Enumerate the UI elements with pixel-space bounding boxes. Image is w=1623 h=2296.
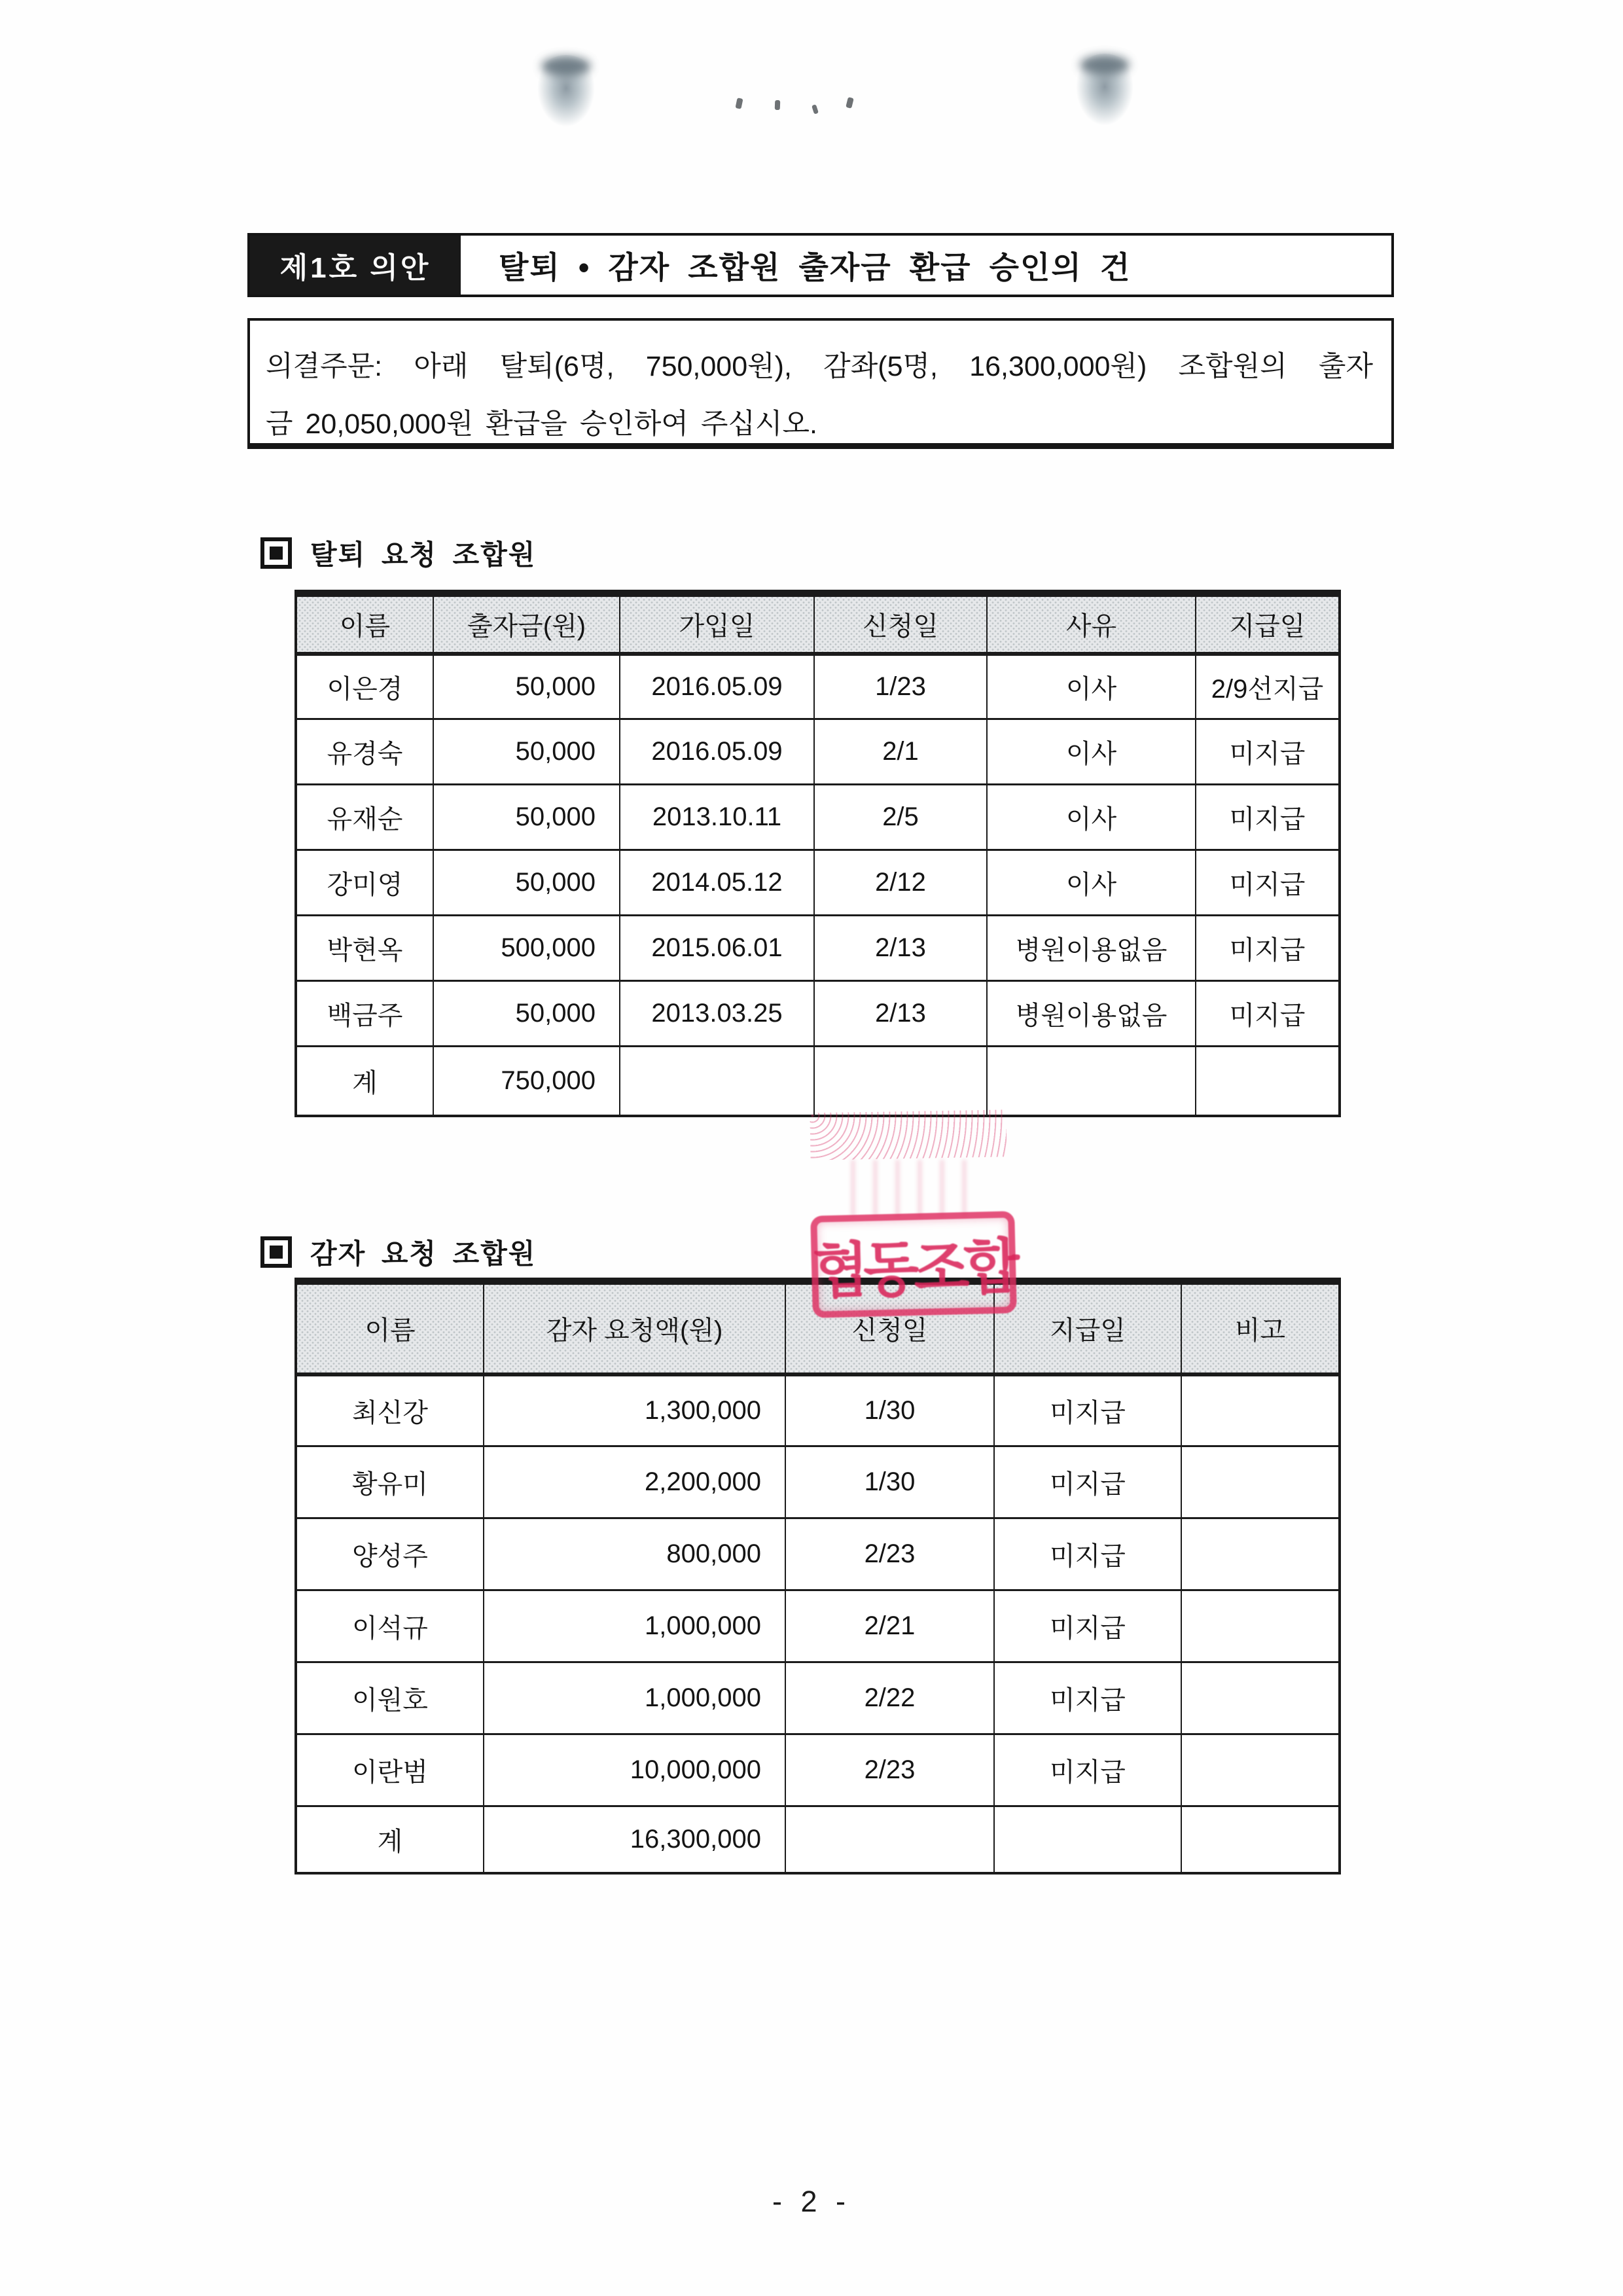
column-header: 이름 <box>296 1282 484 1374</box>
table-cell <box>994 1806 1181 1873</box>
table-cell: 최신강 <box>296 1374 484 1446</box>
table-cell: 미지급 <box>994 1734 1181 1806</box>
filled-square-bullet-icon <box>260 537 292 569</box>
withdrawal-section-heading-label: 탈퇴 요청 조합원 <box>310 539 537 570</box>
scan-speck <box>846 97 854 109</box>
table-cell: 미지급 <box>994 1590 1181 1662</box>
table-row <box>296 1734 1340 1806</box>
table-cell: 1/30 <box>785 1374 994 1446</box>
table-cell: 2/13 <box>814 981 987 1047</box>
table-cell: 미지급 <box>994 1374 1181 1446</box>
table-cell: 1/23 <box>814 654 987 719</box>
agenda-number-label: 제1호 의안 <box>250 236 461 295</box>
table-cell: 이은경 <box>296 654 433 719</box>
stamp-ink-streaks <box>851 1160 975 1216</box>
agenda-title: 탈퇴 • 감자 조합원 출자금 환급 승인의 건 <box>499 249 1132 285</box>
table-cell: 1,000,000 <box>484 1590 785 1662</box>
table-row <box>296 1446 1340 1518</box>
table-cell: 2/21 <box>785 1590 994 1662</box>
table-cell: 이사 <box>987 654 1196 719</box>
table-cell <box>1181 1734 1340 1806</box>
table-row <box>296 1374 1340 1446</box>
table-cell: 이사 <box>987 785 1196 850</box>
table-row <box>296 719 1340 785</box>
table-cell: 10,000,000 <box>484 1734 785 1806</box>
table-cell: 이원호 <box>296 1662 484 1734</box>
table-cell: 2/1 <box>814 719 987 785</box>
column-header: 사유 <box>987 594 1196 654</box>
table-cell: 미지급 <box>1196 785 1340 850</box>
table-cell: 2013.10.11 <box>620 785 814 850</box>
reduction-section-heading-label: 감자 요청 조합원 <box>310 1238 537 1269</box>
table-cell: 50,000 <box>433 850 620 916</box>
table-cell: 미지급 <box>994 1446 1181 1518</box>
table-cell: 미지급 <box>1196 719 1340 785</box>
table-row <box>296 1662 1340 1734</box>
table-total-row <box>296 1806 1340 1873</box>
table-row <box>296 785 1340 850</box>
table-cell: 미지급 <box>1196 981 1340 1047</box>
table-cell: 2015.06.01 <box>620 916 814 981</box>
table-row <box>296 1518 1340 1590</box>
withdrawal-members-table <box>294 590 1341 1117</box>
column-header: 이름 <box>296 594 433 654</box>
table-cell: 2/9선지급 <box>1196 654 1340 719</box>
table-cell: 2/12 <box>814 850 987 916</box>
table-cell: 이사 <box>987 850 1196 916</box>
table-cell: 미지급 <box>1196 916 1340 981</box>
table-cell <box>1196 1047 1340 1116</box>
table-cell: 이란범 <box>296 1734 484 1806</box>
table-cell: 1,300,000 <box>484 1374 785 1446</box>
table-cell <box>620 1047 814 1116</box>
column-header: 지급일 <box>1196 594 1340 654</box>
table-cell <box>1181 1446 1340 1518</box>
resolution-text-line1: 의결주문: 아래 탈퇴(6명, 750,000원), 감좌(5명, 16,300,000원) 조합원의 출자 <box>266 351 1373 382</box>
table-cell <box>1181 1662 1340 1734</box>
table-cell: 계 <box>296 1047 433 1116</box>
table-cell: 이석규 <box>296 1590 484 1662</box>
table-cell: 백금주 <box>296 981 433 1047</box>
table-cell: 2014.05.12 <box>620 850 814 916</box>
table-row <box>296 916 1340 981</box>
column-header: 비고 <box>1181 1282 1340 1374</box>
table-cell: 계 <box>296 1806 484 1873</box>
table-cell: 2,200,000 <box>484 1446 785 1518</box>
table-cell: 2013.03.25 <box>620 981 814 1047</box>
table-cell: 750,000 <box>433 1047 620 1116</box>
filled-square-bullet-icon <box>260 1236 292 1268</box>
table-cell: 50,000 <box>433 785 620 850</box>
table-cell: 800,000 <box>484 1518 785 1590</box>
withdrawal-section-heading <box>260 534 536 572</box>
table-cell <box>1181 1806 1340 1873</box>
table-cell <box>814 1047 987 1116</box>
table-cell: 유경숙 <box>296 719 433 785</box>
resolution-box <box>247 318 1394 449</box>
table-cell: 2/22 <box>785 1662 994 1734</box>
table-cell: 박현옥 <box>296 916 433 981</box>
scan-speck <box>775 100 781 110</box>
table-cell: 미지급 <box>1196 850 1340 916</box>
table-cell: 2/5 <box>814 785 987 850</box>
column-header: 가입일 <box>620 594 814 654</box>
table-cell <box>785 1806 994 1873</box>
reduction-section-heading <box>260 1233 536 1271</box>
table-cell: 미지급 <box>994 1518 1181 1590</box>
table-cell: 이사 <box>987 719 1196 785</box>
table-cell: 강미영 <box>296 850 433 916</box>
table-cell <box>1181 1374 1340 1446</box>
table-row <box>296 981 1340 1047</box>
table-cell: 2/23 <box>785 1518 994 1590</box>
table-cell: 2016.05.09 <box>620 654 814 719</box>
scan-speck <box>812 104 819 114</box>
column-header: 지급일 <box>994 1282 1181 1374</box>
table-cell: 1/30 <box>785 1446 994 1518</box>
table-cell: 1,000,000 <box>484 1662 785 1734</box>
table-row <box>296 850 1340 916</box>
column-header: 감자 요청액(원) <box>484 1282 785 1374</box>
table-cell <box>987 1047 1196 1116</box>
scan-speck <box>735 98 743 109</box>
column-header: 신청일 <box>814 594 987 654</box>
table-cell: 유재순 <box>296 785 433 850</box>
table-cell: 황유미 <box>296 1446 484 1518</box>
table-cell: 병원이용없음 <box>987 916 1196 981</box>
table-cell: 50,000 <box>433 654 620 719</box>
punch-hole-shadow-left <box>526 55 607 158</box>
table-cell: 2/23 <box>785 1734 994 1806</box>
column-header: 신청일 <box>785 1282 994 1374</box>
reduction-members-table <box>294 1278 1341 1874</box>
column-header: 출자금(원) <box>433 594 620 654</box>
table-header-row <box>296 594 1340 654</box>
table-cell <box>1181 1590 1340 1662</box>
agenda-header-bar <box>247 233 1394 297</box>
table-cell: 2/13 <box>814 916 987 981</box>
table-cell: 병원이용없음 <box>987 981 1196 1047</box>
page-number: - 2 - <box>772 2185 851 2218</box>
table-cell: 미지급 <box>994 1662 1181 1734</box>
table-cell: 500,000 <box>433 916 620 981</box>
table-cell: 16,300,000 <box>484 1806 785 1873</box>
stamp-text: 협동조합 <box>812 1232 1016 1305</box>
stamp-ink-smudge <box>810 1109 1007 1160</box>
table-cell: 50,000 <box>433 981 620 1047</box>
table-total-row <box>296 1047 1340 1116</box>
table-cell: 50,000 <box>433 719 620 785</box>
resolution-text-line2: 금 20,050,000원 환급을 승인하여 주십시오. <box>266 408 817 440</box>
table-cell: 2016.05.09 <box>620 719 814 785</box>
cooperative-seal-stamp <box>810 1211 1017 1318</box>
punch-hole-shadow-right <box>1064 54 1145 157</box>
table-row <box>296 654 1340 719</box>
table-cell <box>1181 1518 1340 1590</box>
table-cell: 양성주 <box>296 1518 484 1590</box>
table-row <box>296 1590 1340 1662</box>
